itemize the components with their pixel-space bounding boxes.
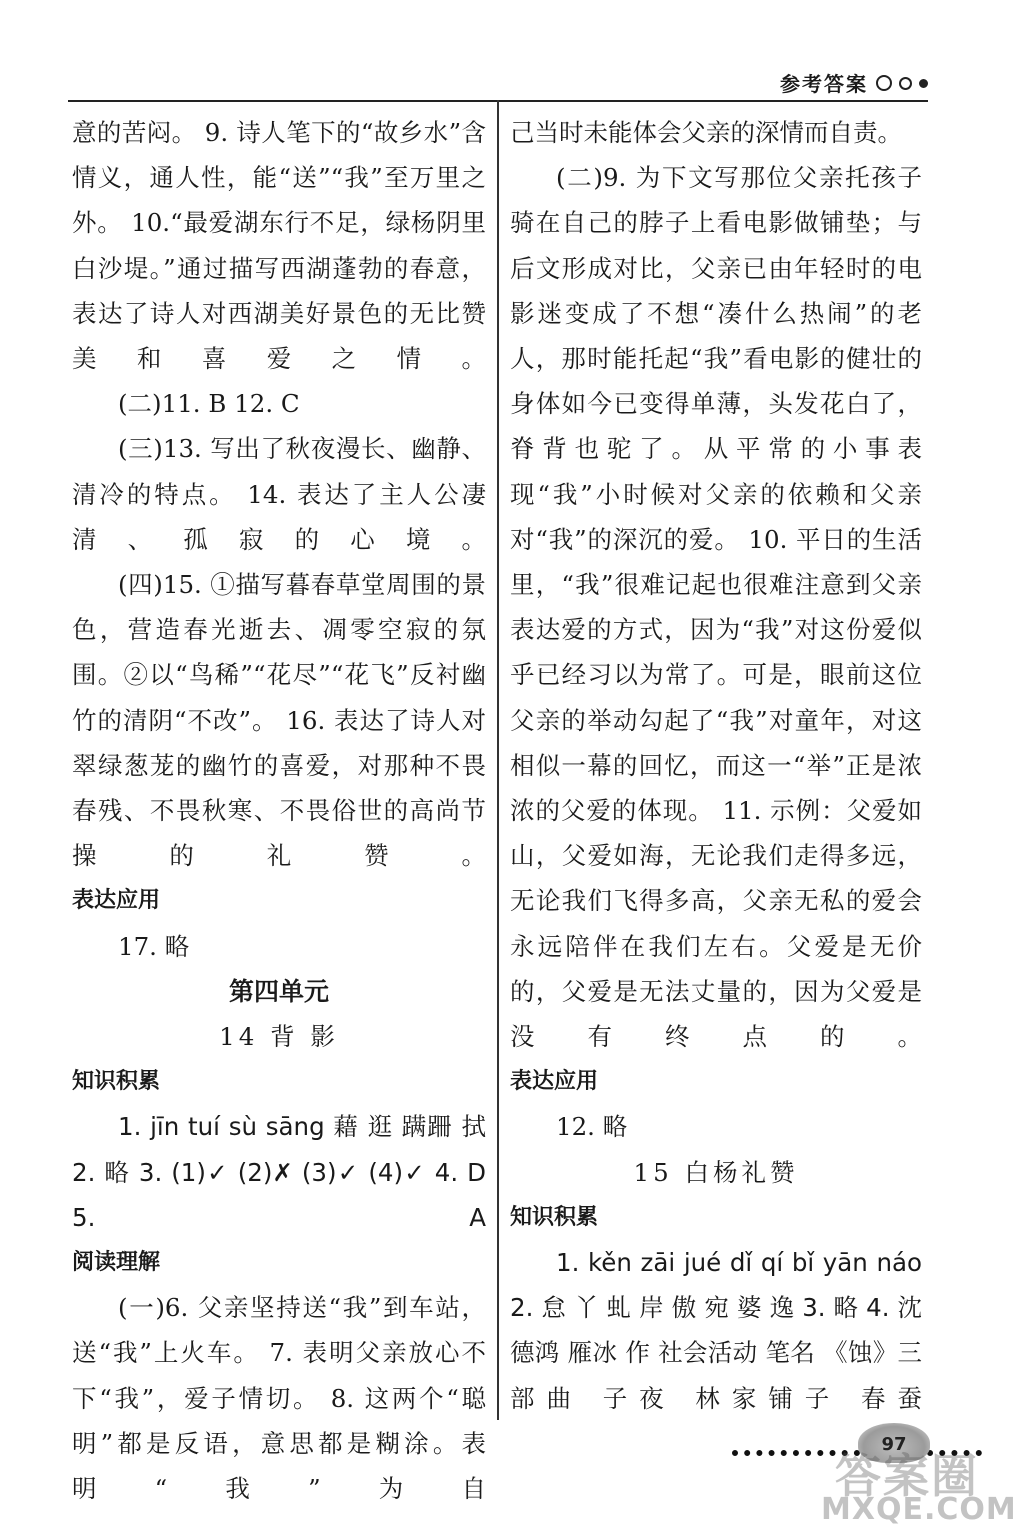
section-heading: 表达应用 xyxy=(510,1069,599,1095)
watermark-logo xyxy=(815,1440,1015,1530)
unit-title: 第四单元 xyxy=(228,976,329,1006)
answer-paragraph: 1. jīn tuí sù sāng 藉 逛 蹒跚 拭 2. 略 3. (1)✓ (2)✗ (3)✓ (4)✓ 4. D 5. A xyxy=(72,1112,486,1232)
watermark-text: 答案圈 xyxy=(835,1449,979,1503)
page-header xyxy=(68,62,928,102)
answer-paragraph: (二)9. 为下文写那位父亲托孩子骑在自己的脖子上看电影做铺垫；与后文形成对比，父亲已由年轻时的电影迷变成了不想“凑什么热闹”的老人，那时能托起“我”看电影的健壮的身体如今已变得单薄，头发花白了，脊背也驼了。从平常的小事表现“我”小时候对父亲的依赖和父亲对“我”的深沉的爱。 10. 平日的生活里，“我”很难记起也很难注意到父亲表达爱的方式，因为“我”对这份爱似乎已经习以为常了。可是，眼前这位父亲的举动勾起了“我”对童年，对这相似一幕的回忆，而这一“举”正是浓浓的父爱的体现。 11. 示例：父爱如山，父爱如海，无论我们走得多远，无论我们飞得多高，父亲无私的爱会永远陪伴在我们左右。父爱是无价的，父爱是无法丈量的，因为父爱是没有终点的。 xyxy=(510,163,922,1052)
header-title: 参考答案 xyxy=(780,72,868,96)
left-column xyxy=(72,110,486,1536)
answer-paragraph: 12. 略 xyxy=(556,1112,628,1142)
answer-paragraph: (二)11. B 12. C xyxy=(118,389,300,419)
answer-paragraph: (三)13. 写出了秋夜漫长、幽静、清冷的特点。 14. 表达了主人公凄清、孤寂的心境。 xyxy=(72,434,486,554)
section-heading: 阅读理解 xyxy=(72,1250,161,1276)
lesson-title: 15 白杨礼赞 xyxy=(633,1157,799,1187)
section-heading: 表达应用 xyxy=(72,888,161,914)
section-heading: 知识积累 xyxy=(510,1204,599,1230)
answer-paragraph: 1. kěn zāi jué dǐ qí bǐ yān náo 2. 怠 丫 虬 岸 傲 宛 婆 逸 3. 略 4. 沈德鸿 雁冰 作 社会活动 笔名 《蚀》三部曲 子夜 林家铺子 春蚕 xyxy=(510,1248,922,1413)
answer-paragraph: 意的苦闷。 9. 诗人笔下的“故乡水”含情义，通人性，能“送”“我”至万里之外。 10.“最爱湖东行不足，绿杨阴里白沙堤。”通过描写西湖蓬勃的春意，表达了诗人对西湖美好景色的无比赞美和喜爱之情。 xyxy=(72,118,486,374)
right-column xyxy=(510,110,922,1536)
header-circles-icon xyxy=(876,72,928,94)
answer-paragraph: (四)15. ①描写暮春草堂周围的景色，营造春光逝去、凋零空寂的氛围。②以“鸟稀”“花尽”“花飞”反衬幽竹的清阴“不改”。 16. 表达了诗人对翠绿葱茏的幽竹的喜爱，对那种不畏春残、不畏秋寒、不畏俗世的高尚节操的礼赞。 xyxy=(72,570,486,871)
answer-paragraph: 17. 略 xyxy=(118,931,190,961)
answer-paragraph: 己当时未能体会父亲的深情而自责。 xyxy=(510,118,902,147)
page-number: 97 xyxy=(858,1423,930,1463)
watermark-url: MXQE.COM xyxy=(821,1492,1017,1527)
column-divider xyxy=(497,100,499,1420)
section-heading: 知识积累 xyxy=(72,1069,161,1095)
answer-paragraph: (一)6. 父亲坚持送“我”到车站，送“我”上火车。 7. 表明父亲放心不下“我”，爱子情切。 8. 这两个“聪明”都是反语，意思都是糊涂。表明“我”为自 xyxy=(72,1293,486,1504)
lesson-title: 14 背 影 xyxy=(219,1022,339,1052)
